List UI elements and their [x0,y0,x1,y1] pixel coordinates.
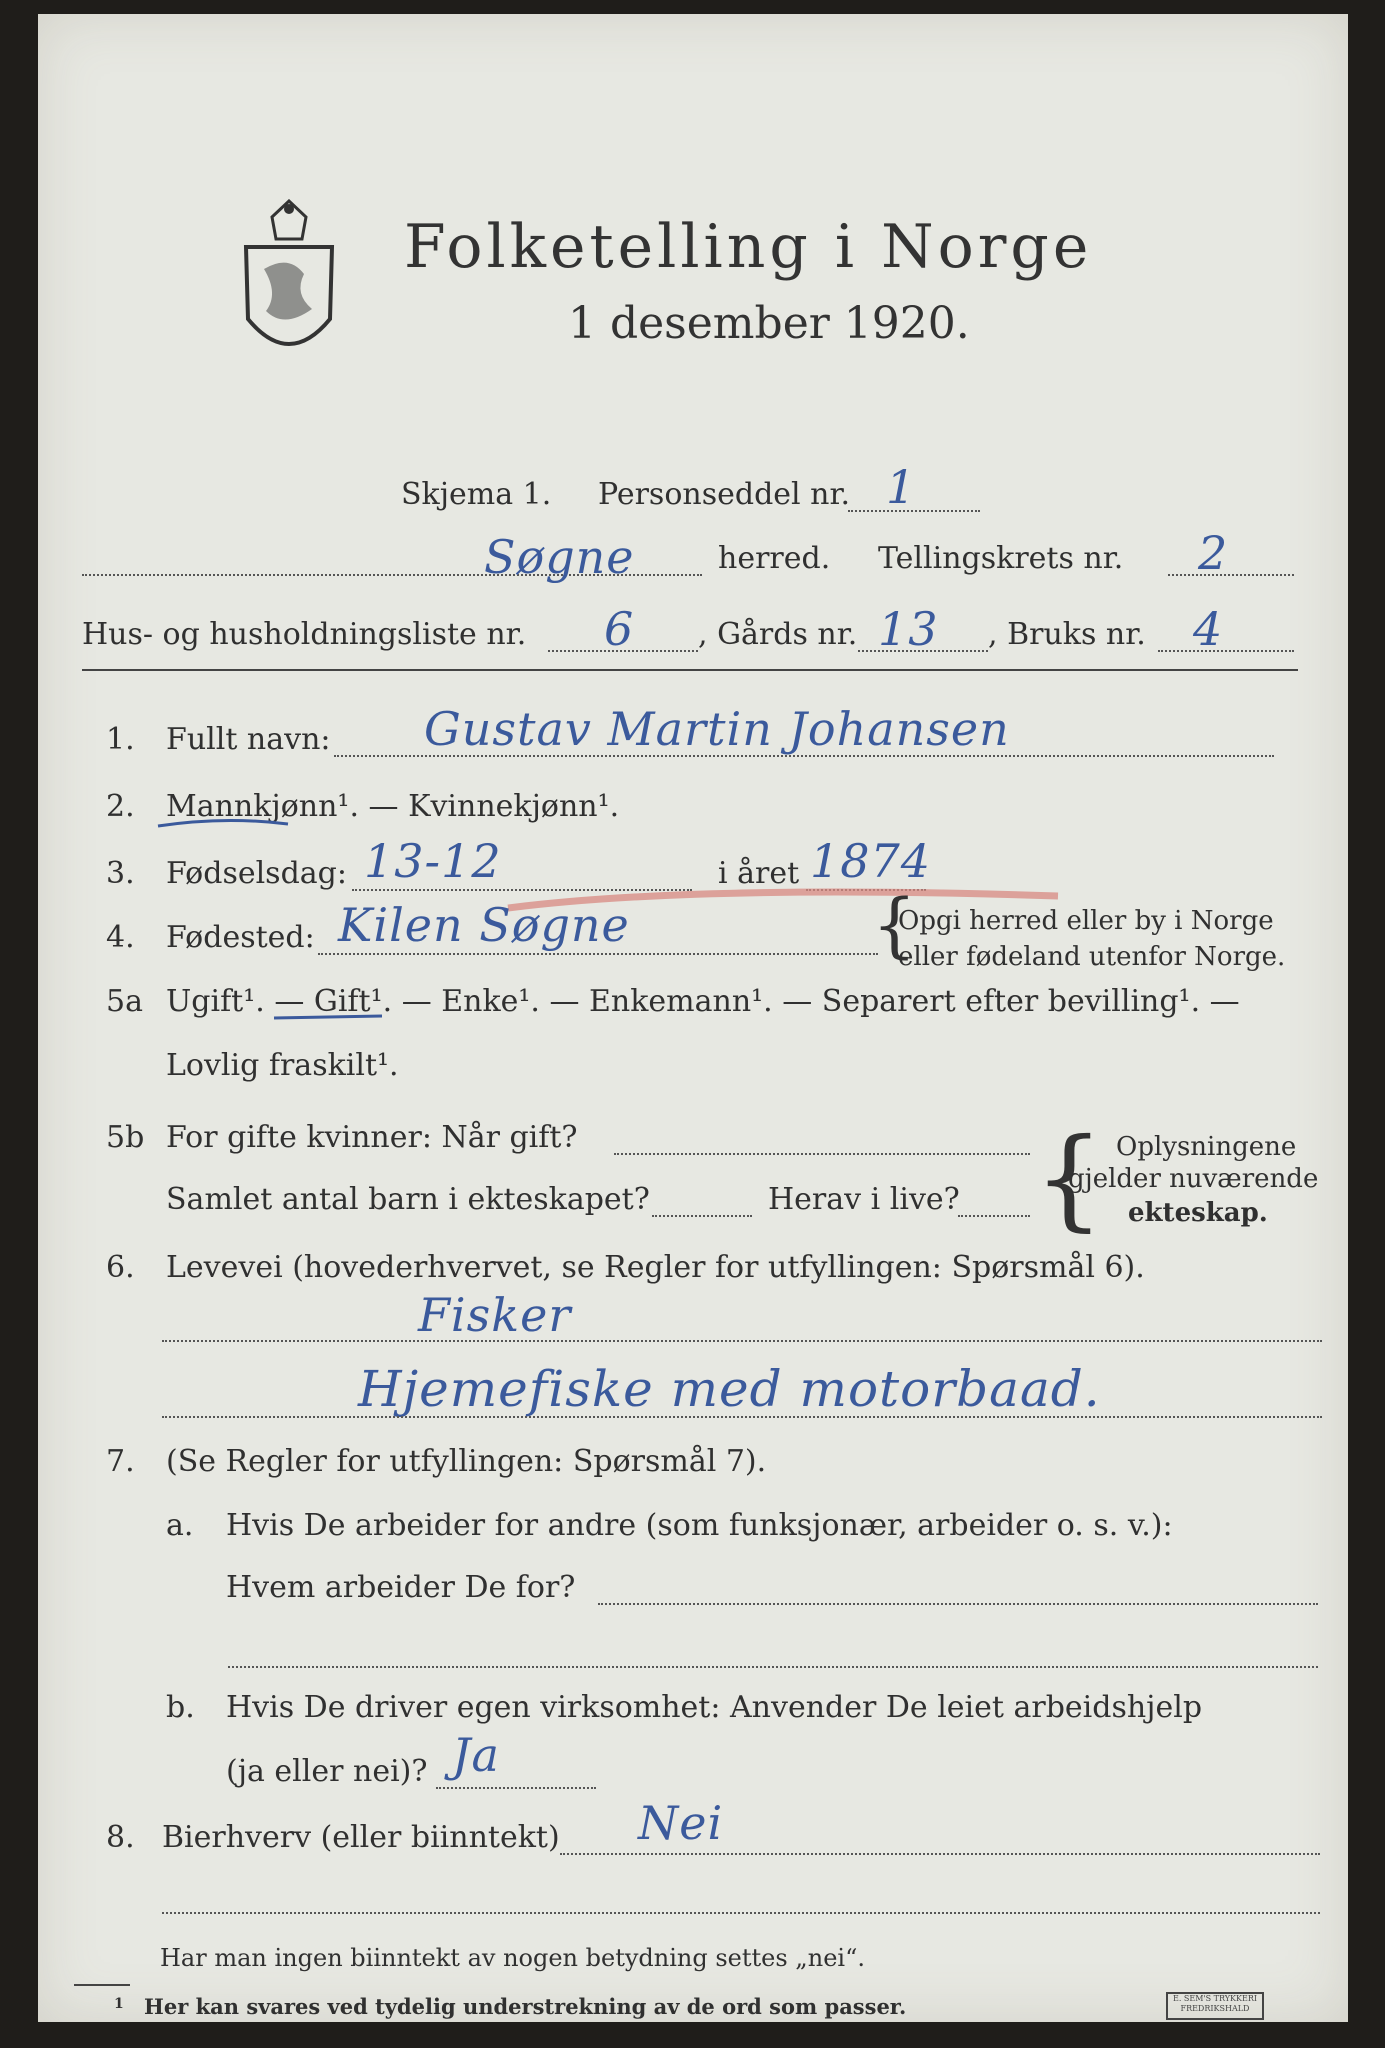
q3-number: 3. [106,856,135,891]
q5b-brace: { [1034,1114,1104,1242]
q4-note-line1: Opgi herred eller by i Norge [898,906,1274,936]
q4-number: 4. [106,920,135,955]
q1-value: Gustav Martin Johansen [424,702,1010,756]
q1-label: Fullt navn: [166,722,331,757]
q5a-underline [270,1008,390,1026]
q3-label: Fødselsdag: [166,856,347,891]
q5a-line2: Lovlig fraskilt¹. [166,1048,399,1083]
q7-label: (Se Regler for utfyllingen: Spørsmål 7). [166,1444,767,1479]
q7a-line1: Hvis De arbeider for andre (som funksjonær, arbeider o. s. v.): [226,1508,1173,1543]
tellingskrets-line [1168,574,1294,576]
herred-label: herred. [718,541,831,576]
q5b-note1: Oplysningene [1116,1132,1297,1162]
census-form [38,14,1348,2022]
bruks-line [1158,650,1294,652]
skjema-label: Skjema 1. [401,477,552,512]
q1-number: 1. [106,722,135,757]
q4-value: Kilen Søgne [338,898,630,952]
q5b-line2b: Herav i live? [768,1182,960,1217]
q4-line [318,953,878,955]
q2-underline [154,812,294,834]
q7b-number: b. [166,1690,195,1725]
q6-number: 6. [106,1250,135,1285]
q8-value: Nei [638,1796,724,1850]
q5a-number: 5a [106,984,143,1019]
personseddel-value: 1 [886,460,917,514]
q5b-note3: ekteskap. [1128,1198,1268,1228]
q5b-barn-line [652,1215,752,1217]
tellingskrets-value: 2 [1198,526,1229,580]
q8-label: Bierhverv (eller biinntekt) [162,1820,560,1855]
q7a-line2: Hvem arbeider De for? [226,1570,576,1605]
footer-note: Har man ingen biinntekt av nogen betydning settes „nei“. [160,1944,865,1972]
q7-number: 7. [106,1444,135,1479]
q6-label: Levevei (hovederhvervet, se Regler for utfyllingen: Spørsmål 6). [166,1250,1145,1285]
q5b-live-line [958,1215,1030,1217]
stamp-line1: E. SEM'S TRYKKERI [1172,1994,1258,2003]
q2-number: 2. [106,789,135,824]
q2-label: Mannkjønn¹. — Kvinnekjønn¹. [166,789,620,824]
gards-label: , Gårds nr. [698,617,858,652]
q3-year-label: i året [718,856,800,891]
q4-note-line2: eller fødeland utenfor Norge. [898,942,1286,972]
header-divider [82,669,1298,671]
bruks-value: 4 [1193,602,1224,656]
q8-number: 8. [106,1820,135,1855]
q5b-note2: gjelder nuværende [1068,1164,1319,1194]
norwegian-coat-of-arms-icon [234,199,344,374]
q6-answer1: Fisker [418,1288,572,1342]
stamp-line2: FREDRIKSHALD [1180,2004,1250,2013]
hus-value: 6 [604,602,635,656]
q6-answer2: Hjemefiske med motorbaad. [358,1360,1101,1418]
q7b-value: Ja [452,1728,500,1782]
printer-stamp [1166,1992,1264,2020]
footnote-divider [74,1984,130,1986]
herred-value: Søgne [484,530,635,584]
q5a-line1: Ugift¹. — Gift¹. — Enke¹. — Enkemann¹. — Separert efter bevilling¹. — [166,984,1240,1019]
q5b-gift-line [614,1153,1030,1155]
q7b-line1: Hvis De driver egen virksomhet: Anvender De leiet arbeidshjelp [226,1690,1203,1725]
q6-line1 [162,1340,1322,1342]
q3-year-value: 1874 [810,834,932,888]
form-title: Folketelling i Norge [404,212,1093,282]
q7a-line2-field [228,1666,1318,1668]
q5b-line1: For gifte kvinner: Når gift? [166,1120,578,1155]
gards-value: 13 [878,602,939,656]
q5b-line2a: Samlet antal barn i ekteskapet? [166,1182,650,1217]
q8-line2 [162,1912,1320,1914]
q7b-line [436,1787,596,1789]
footnote-text: Her kan svares ved tydelig understrekning av de ord som passer. [144,1994,907,2019]
q5b-number: 5b [106,1120,145,1155]
q4-brace: { [872,884,917,966]
q7a-line [598,1603,1318,1605]
personseddel-label: Personseddel nr. [598,477,851,512]
q3-value: 13-12 [364,834,502,888]
q7b-line2: (ja eller nei)? [226,1754,428,1789]
q7a-number: a. [166,1508,194,1543]
bruks-label: , Bruks nr. [988,617,1146,652]
tellingskrets-label: Tellingskrets nr. [878,541,1124,576]
hus-label: Hus- og husholdningsliste nr. [82,617,527,652]
q8-line [560,1853,1320,1855]
footnote-mark: 1 [114,1996,124,2012]
form-date: 1 desember 1920. [568,298,970,349]
q6-line2 [162,1416,1322,1418]
q4-label: Fødested: [166,920,315,955]
